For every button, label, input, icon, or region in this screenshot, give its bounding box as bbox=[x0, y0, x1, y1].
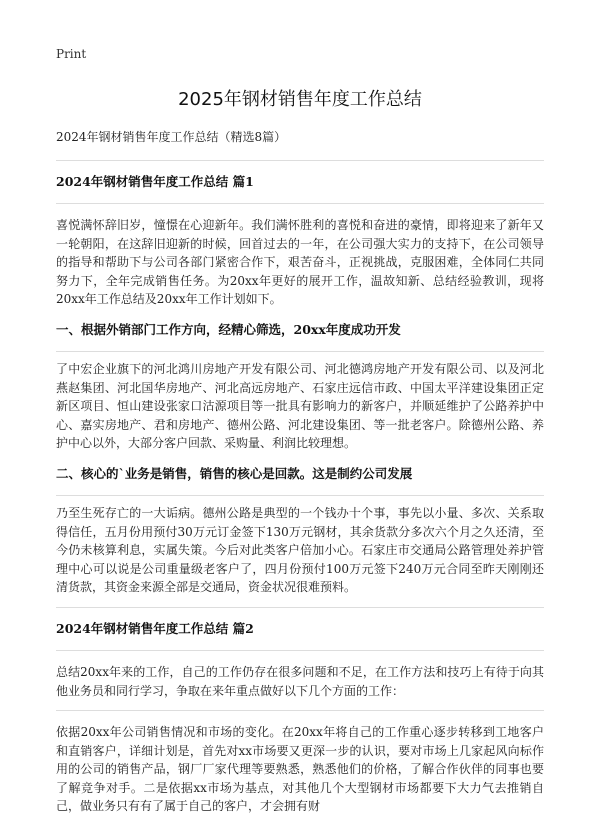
document-subtitle: 2024年钢材销售年度工作总结（精选8篇） bbox=[56, 130, 287, 144]
divider bbox=[56, 495, 544, 496]
paragraph: 乃至生死存亡的一大诟病。德州公路是典型的一个钱办十个事，事先以小量、多次、关系取得信任，五月份用预付30万元订金签下130万元钢材，其余货款分多次六个月之久还清，至今仍未核算利息，实属失策。今后对此类客户倍加小心。石家庄市交通局公路管理处养护管理中心可以说是公司重量级老客户了，四月份预付100万元签下240万元合同至昨天刚刚还清货款，其资金来源全部是交通局，资金状况很难预料。 bbox=[56, 505, 544, 595]
divider bbox=[56, 160, 544, 161]
divider bbox=[56, 710, 544, 711]
paragraph: 喜悦满怀辞旧岁，憧憬在心迎新年。我们满怀胜利的喜悦和奋进的豪情，即将迎来了新年又一轮朝阳，在这辞旧迎新的时候，回首过去的一年，在公司强大实力的支持下，在公司领导的指导和帮助下与公司各部门紧密合作下，艰苦奋斗，正视挑战，克服困难，全体同仁共同努力下，全年完成销售任务。为20xx年更好的展开工作，温故知新、总结经验教训，现将20xx年工作总结及20xx年工作计划如下。 bbox=[56, 218, 544, 307]
paragraph: 总结20xx年来的工作，自己的工作仍存在很多问题和不足，在工作方法和技巧上有待于向其他业务员和同行学习，争取在来年重点做好以下几个方面的工作： bbox=[56, 664, 544, 698]
print-link[interactable]: Print bbox=[56, 47, 87, 61]
section-heading-1: 2024年钢材销售年度工作总结 篇1 bbox=[56, 174, 254, 189]
divider bbox=[56, 607, 544, 608]
divider bbox=[56, 351, 544, 352]
sub-heading: 二、核心的`业务是销售，销售的核心是回款。这是制约公司发展 bbox=[56, 465, 413, 481]
section-heading-2: 2024年钢材销售年度工作总结 篇2 bbox=[56, 620, 254, 636]
divider bbox=[56, 650, 544, 651]
sub-heading: 一、根据外销部门工作方向，经精心筛选，20xx年度成功开发 bbox=[56, 321, 401, 337]
divider bbox=[56, 203, 544, 204]
paragraph: 了中宏企业旗下的河北鸿川房地产开发有限公司、河北德鸿房地产开发有限公司、以及河北燕赵集团、河北国华房地产、河北高远房地产、石家庄远信市政、中国太平洋建设集团正定新区项目、恒山建设张家口沽源项目等一批具有影响力的新客户，并顺延维护了公路养护中心、嘉实房地产、君和房地产、德州公路、河北建设集团、等一批老客户。除德州公路、养护中心以外，大部分客户回款、采购量、利润比较理想。 bbox=[56, 361, 544, 451]
paragraph: 依据20xx年公司销售情况和市场的变化。在20xx年将自己的工作重心逐步转移到工地客户和直销客户，详细计划是，首先对xx市场要又更深一步的认识，要对市场上几家起风向标作用的公司的销售产品，钢厂厂家代理等要熟悉，熟悉他们的价格，了解合作伙伴的同事也要了解竞争对手。二是依据xx市场为基点，对其他几个大型钢材市场都要下大力气去推销自己，做业务只有有了属于自己的客户，才会拥有财 bbox=[56, 725, 544, 814]
page-title: 2025年钢材销售年度工作总结 bbox=[178, 89, 422, 110]
